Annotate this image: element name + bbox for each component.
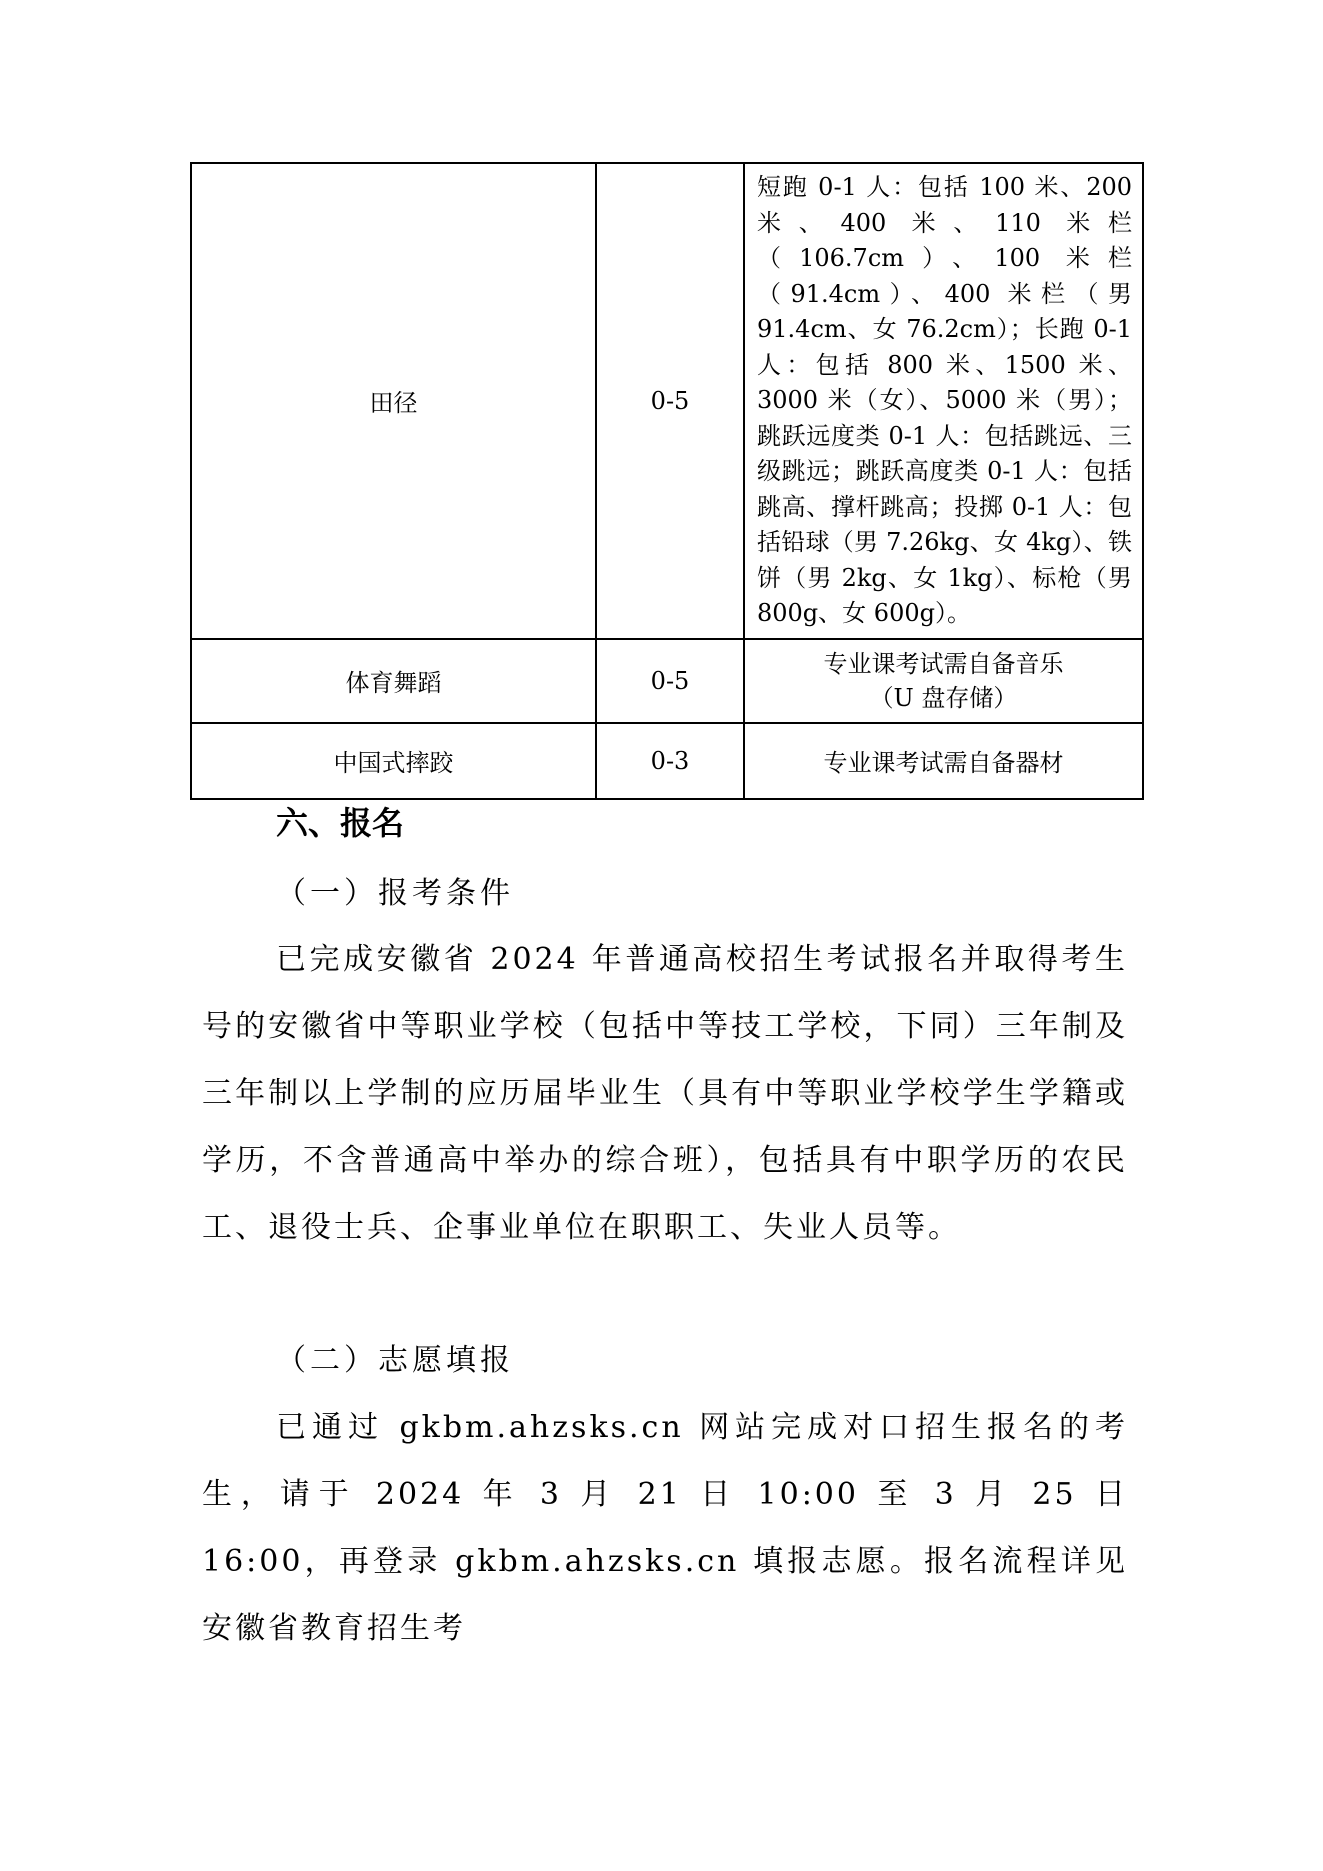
quota-cell: 0-3 <box>596 723 744 799</box>
requirement-cell <box>744 639 1143 723</box>
subsection-heading-conditions: （一）报考条件 <box>276 876 514 911</box>
requirement-line: 专业课考试需自备音乐 <box>823 649 1064 678</box>
sport-name-cell: 中国式摔跤 <box>191 723 596 799</box>
sport-name-cell: 体育舞蹈 <box>191 639 596 723</box>
quota-cell: 0-5 <box>596 163 744 639</box>
event-detail-cell: 短跑 0-1 人：包括 100 米、200 米、400 米、110 米栏（106.7cm）、100 米栏（91.4cm）、400 米栏（男 91.4cm、女 76.2cm）；长跑 0-1 人：包括 800 米、1500 米、3000 米（女）、5000 米（男）；跳跃远度类 0-1 人：包括跳远、三级跳远；跳跃高度类 0-1 人：包括跳高、撑杆跳高；投掷 0-1 人：包括铅球（男 7.26kg、女 4kg）、铁饼（男 2kg、女 1kg）、标枪（男 800g、女 600g）。 <box>744 163 1143 639</box>
requirement-cell: 专业课考试需自备器材 <box>744 723 1143 799</box>
sport-name-cell: 田径 <box>191 163 596 639</box>
table-row <box>191 163 1143 639</box>
conditions-paragraph: 已完成安徽省 2024 年普通高校招生考试报名并取得考生号的安徽省中等职业学校（包括中等技工学校，下同）三年制及三年制以上学制的应历届毕业生（具有中等职业学校学生学籍或学历，不含普通高中举办的综合班），包括具有中职学历的农民工、退役士兵、企事业单位在职职工、失业人员等。 <box>202 942 1128 1245</box>
requirement-line: （U 盘存储） <box>869 683 1018 712</box>
section-heading: 六、报名 <box>276 804 405 842</box>
table-row <box>191 723 1143 799</box>
quota-cell: 0-5 <box>596 639 744 723</box>
subsection-heading-application: （二）志愿填报 <box>276 1343 514 1378</box>
table-row <box>191 639 1143 723</box>
application-paragraph: 已通过 gkbm.ahzsks.cn 网站完成对口招生报名的考生，请于 2024 年 3 月 21 日 10:00 至 3 月 25 日 16:00，再登录 gkbm.ahzsks.cn 填报志愿。报名流程详见安徽省教育招生考 <box>202 1410 1128 1646</box>
sports-quota-table <box>190 162 1144 800</box>
